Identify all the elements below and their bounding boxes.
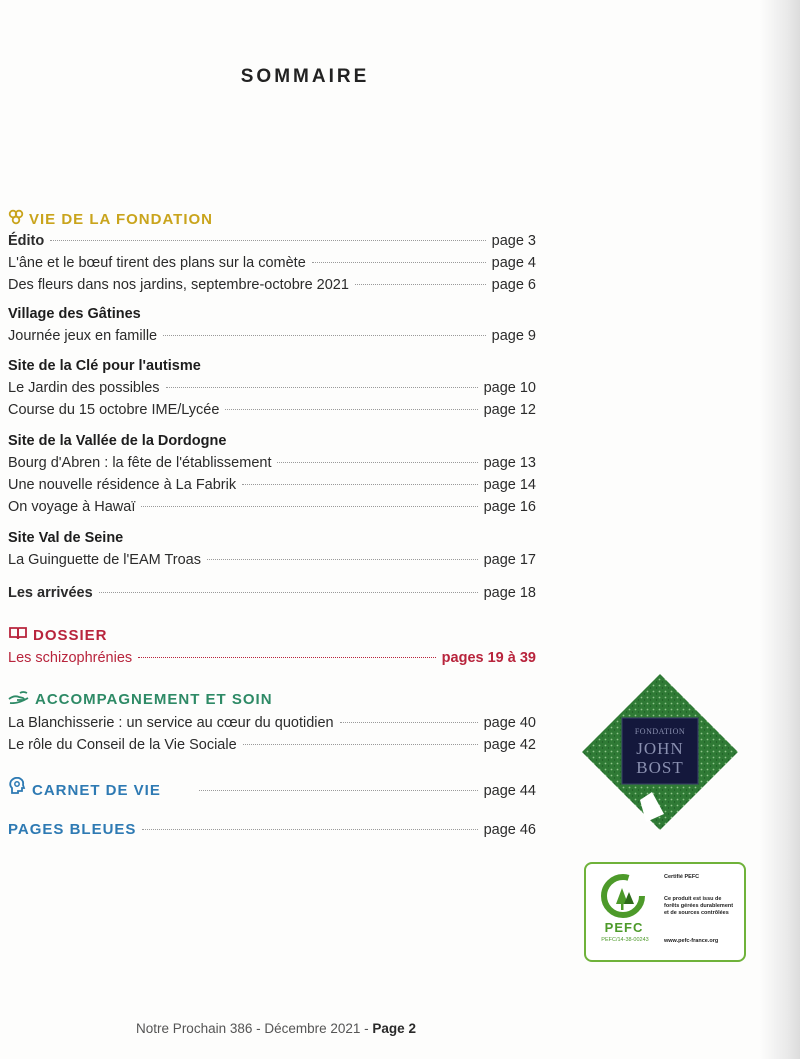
logo-john-text: JOHN bbox=[636, 739, 684, 758]
pefc-tree-icon bbox=[598, 874, 648, 923]
entry-page: page 3 bbox=[491, 233, 536, 249]
entry-title: Le rôle du Conseil de la Vie Sociale bbox=[8, 737, 237, 753]
page-footer bbox=[0, 1021, 552, 1036]
pefc-code: PEFC/14-38-00243 bbox=[601, 937, 649, 943]
pefc-url: www.pefc-france.org bbox=[664, 938, 719, 944]
leader-dots bbox=[243, 744, 478, 745]
entry-page: pages 19 à 39 bbox=[441, 650, 536, 666]
subsection-dordogne: Site de la Vallée de la Dordogne bbox=[8, 433, 227, 449]
toc-entry[interactable] bbox=[8, 402, 536, 418]
entry-title: La Guinguette de l'EAM Troas bbox=[8, 552, 201, 568]
entry-page: page 10 bbox=[483, 380, 536, 396]
entry-title: Les arrivées bbox=[8, 585, 93, 601]
entry-page: page 17 bbox=[483, 552, 536, 568]
leader-dots bbox=[242, 484, 477, 485]
entry-page: page 9 bbox=[491, 328, 536, 344]
toc-entry[interactable] bbox=[8, 477, 536, 493]
toc-entry[interactable] bbox=[8, 277, 536, 293]
page-title: SOMMAIRE bbox=[240, 66, 370, 87]
entry-title: Course du 15 octobre IME/Lycée bbox=[8, 402, 220, 418]
entry-title: L'âne et le bœuf tirent des plans sur la comète bbox=[8, 255, 306, 271]
flower-icon bbox=[8, 209, 24, 229]
entry-title: CARNET DE VIE bbox=[32, 782, 161, 799]
entry-title: On voyage à Hawaï bbox=[8, 499, 136, 515]
hand-icon bbox=[8, 690, 30, 708]
leader-dots bbox=[312, 262, 486, 263]
toc-entry[interactable] bbox=[8, 455, 536, 471]
fondation-john-bost-logo bbox=[580, 672, 740, 832]
page-edge-shadow bbox=[760, 0, 800, 1059]
toc-entry-carnet[interactable] bbox=[8, 777, 536, 799]
pefc-certification-box bbox=[584, 862, 746, 962]
toc-entry-edito[interactable] bbox=[8, 233, 536, 249]
leader-dots bbox=[166, 387, 478, 388]
entry-page: page 44 bbox=[483, 783, 536, 799]
toc-entry[interactable] bbox=[8, 255, 536, 271]
pefc-certified: Certifié PEFC bbox=[664, 874, 700, 880]
leader-dots bbox=[277, 462, 477, 463]
toc-entry[interactable] bbox=[8, 552, 536, 568]
leader-dots bbox=[99, 592, 478, 593]
entry-title: Édito bbox=[8, 233, 45, 249]
leader-dots bbox=[141, 506, 477, 507]
subsection-gatines: Village des Gâtines bbox=[8, 306, 141, 322]
leader-dots bbox=[225, 409, 477, 410]
entry-title: Les schizophrénies bbox=[8, 650, 133, 666]
section-heading: VIE DE LA FONDATION bbox=[29, 210, 213, 228]
leader-dots bbox=[142, 829, 477, 830]
leader-dots bbox=[340, 722, 478, 723]
toc-entry[interactable] bbox=[8, 715, 536, 731]
entry-page: page 4 bbox=[491, 255, 536, 271]
entry-title: La Blanchisserie : un service au cœur du quotidien bbox=[8, 715, 334, 731]
section-heading: DOSSIER bbox=[33, 626, 108, 644]
pefc-text-1: Ce produit est issu de bbox=[664, 896, 722, 902]
toc-entry-arrivees[interactable] bbox=[8, 585, 536, 601]
entry-title: Une nouvelle résidence à La Fabrik bbox=[8, 477, 237, 493]
toc-entry-pages-bleues[interactable] bbox=[8, 821, 536, 838]
toc-entry[interactable] bbox=[8, 737, 536, 753]
entry-page: page 46 bbox=[483, 822, 536, 838]
book-icon bbox=[8, 626, 28, 644]
pefc-brand: PEFC bbox=[604, 920, 644, 935]
leader-dots bbox=[355, 284, 486, 285]
entry-page: page 18 bbox=[483, 585, 536, 601]
toc-entry[interactable] bbox=[8, 328, 536, 344]
toc-entry[interactable] bbox=[8, 499, 536, 515]
section-dossier bbox=[8, 626, 108, 644]
entry-title: Journée jeux en famille bbox=[8, 328, 158, 344]
entry-title: Le Jardin des possibles bbox=[8, 380, 160, 396]
leader-dots bbox=[138, 657, 436, 658]
toc-entry[interactable] bbox=[8, 380, 536, 396]
entry-page: page 42 bbox=[483, 737, 536, 753]
subsection-seine: Site Val de Seine bbox=[8, 530, 124, 546]
footer-page-number: Page 2 bbox=[372, 1021, 416, 1036]
entry-title: Bourg d'Abren : la fête de l'établissement bbox=[8, 455, 272, 471]
section-heading: ACCOMPAGNEMENT ET SOIN bbox=[35, 690, 273, 708]
head-icon bbox=[8, 777, 26, 799]
footer-text: Notre Prochain 386 - Décembre 2021 - bbox=[136, 1021, 373, 1036]
leader-dots bbox=[163, 335, 486, 336]
entry-title: Des fleurs dans nos jardins, septembre-octobre 2021 bbox=[8, 277, 349, 293]
entry-page: page 12 bbox=[483, 402, 536, 418]
entry-page: page 6 bbox=[491, 277, 536, 293]
leader-dots bbox=[199, 790, 478, 791]
toc-entry-schizophrenies[interactable] bbox=[8, 650, 536, 666]
leader-dots bbox=[50, 240, 485, 241]
entry-page: page 16 bbox=[483, 499, 536, 515]
pefc-text-3: et de sources contrôlées bbox=[664, 910, 729, 916]
logo-fondation-text: FONDATION bbox=[634, 727, 686, 736]
leader-dots bbox=[207, 559, 478, 560]
logo-bost-text: BOST bbox=[636, 758, 684, 777]
pefc-text-2: forêts gérées durablement bbox=[664, 903, 734, 909]
entry-page: page 13 bbox=[483, 455, 536, 471]
section-vie-fondation bbox=[8, 209, 213, 229]
section-accompagnement bbox=[8, 690, 273, 708]
entry-page: page 40 bbox=[483, 715, 536, 731]
subsection-cle: Site de la Clé pour l'autisme bbox=[8, 358, 201, 374]
entry-page: page 14 bbox=[483, 477, 536, 493]
entry-title: PAGES BLEUES bbox=[8, 821, 137, 838]
